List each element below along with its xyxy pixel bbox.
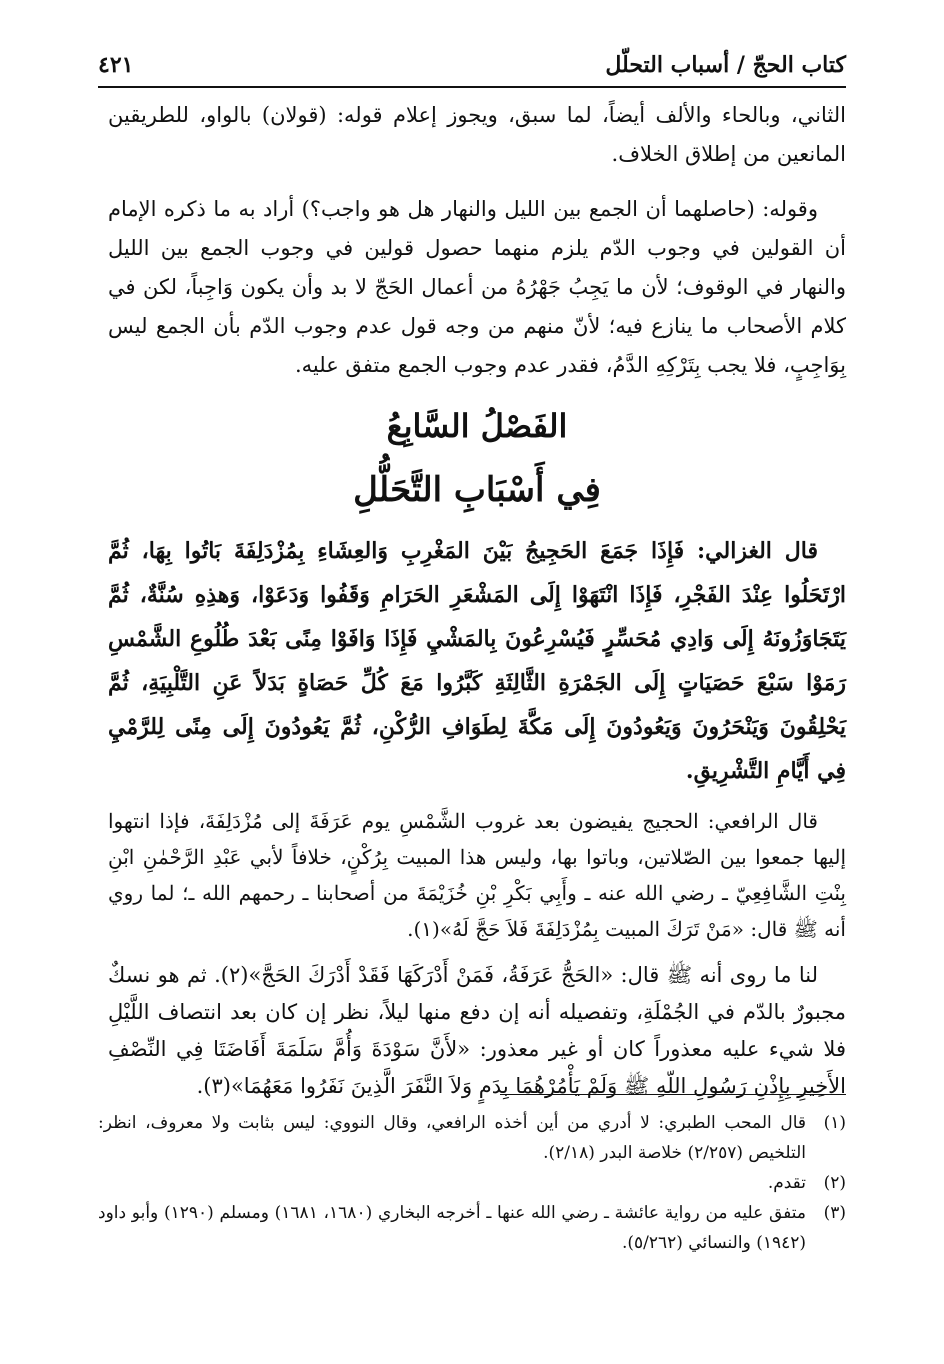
footnote	[98, 1168, 846, 1198]
footnote-rule	[500, 1094, 846, 1095]
footnote	[98, 1198, 846, 1258]
footnote-number: (٢)	[823, 1173, 846, 1193]
footnote-number: (١)	[823, 1113, 846, 1133]
paragraph-continuation: الثاني، وبالحاء والألف أيضاً، لما سبق، ويجوز إعلام قوله: (قولان) بالواو، للطريقين المانعين من إطلاق الخلاف.	[108, 103, 846, 166]
page-number: ٤٢١	[98, 52, 134, 78]
paragraph-commentary: وقوله: (حاصلهما أن الجمع بين الليل والنهار هل هو واجب؟) أراد به ما ذكره الإمام أن القولين في وجوب الدّم يلزم منهما حصول قولين في وجوب الجمع بين الليل والنهار في الوقوف؛ لأن ما يَجِبُ جَهْرُهُ من أعمال الحَجّ لا بد وأن يكون وَاجِباً، لكن في كلام الأصحاب ما ينازع فيه؛ لأنّ منهم من وجه قول عدم وجوب الدّم بأن الجمع ليس بِوَاجِبٍ، فلا يجب بِتَرْكِهِ الدَّمُ، فقدر عدم وجوب الجمع متفق عليه.	[108, 197, 846, 377]
header-rule	[98, 86, 846, 88]
footnotes	[98, 1108, 846, 1258]
footnote-text: متفق عليه من رواية عائشة ـ رضي الله عنها ـ أخرجه البخاري (١٦٨٠، ١٦٨١) ومسلم (١٢٩٠) وأبو داود (١٩٤٢) والنسائي (٥/٢٦٢).	[98, 1203, 806, 1253]
rafii-paragraph: قال الرافعي: الحجيج يفيضون بعد غروب الشَّمْسِ يوم عَرَفَةَ إلى مُزْدَلِفَةَ، فإذا انتهوا إليها جمعوا بين الصّلاتين، وباتوا بها، وليس هذا المبيت بِرُكْنٍ، خلافاً لأبي عَبْدِ الرَّحْمٰنِ ابْنِ بِنْتِ الشَّافِعِيّ ـ رضي الله عنه ـ وأَبِي بَكْرِ بْنِ خُزَيْمَةَ من أصحابنا ـ رحمهم الله ـ؛ لما روي أنه ﷺ قال: «مَنْ تَرَكَ المبيت بِمُزْدَلِفَةَ فَلاَ حَجَّ لَهُ»(١).	[108, 809, 846, 941]
argument-paragraph: لنا ما روى أنه ﷺ قال: «الحَجُّ عَرَفَةُ، فَمَنْ أَدْرَكَهَا فَقَدْ أَدْرَكَ الحَجَّ»(٢). ثم هو نسكٌ مجبورٌ بالدّم في الجُمْلَةِ، وتفصيله أنه إن دفع منها ليلاً، نظر إن كان بعد انتصاف اللَّيْلِ فلا شيء عليه معذوراً كان أو غير معذور: «لأَنَّ سَوْدَةَ وَأُمَّ سَلَمَةَ أَفَاضَتَا فِي النِّصْفِ الأَخِيرِ بِإِذْنِ رَسُولِ اللّهِ ﷺ وَلَمْ يَأْمُرْهُمَا بِدَمٍ وَلاَ النَّفَرَ الَّذِينَ نَفَرُوا مَعَهُمَا»(٣).	[108, 963, 847, 1098]
footnote	[98, 1108, 846, 1168]
footnote-text: قال المحب الطبري: لا أدري من أين أخذه الرافعي، وقال النووي: ليس بثابت ولا معروف، انظر: التلخيص (٢/٢٥٧) خلاصة البدر (٢/١٨).	[98, 1113, 806, 1163]
header-title: كتاب الحجّ / أسباب التحلّل	[605, 52, 846, 78]
footnote-number: (٣)	[823, 1203, 846, 1223]
footnote-text: تقدم.	[767, 1173, 806, 1193]
ghazali-quote: قال الغزالي: فَإِذَا جَمَعَ الحَجِيجُ بَيْنَ المَغْرِبِ وَالعِشَاءِ بِمُزْدَلِفَةَ بَاتُوا بِهَا، ثُمَّ ارْتَحَلُوا عِنْدَ الفَجْرِ، فَإِذَا انْتَهَوْا إِلَى المَشْعَرِ الحَرَامِ وَقَفُوا وَدَعَوْا، وَهذِهِ سُنَّةٌ، ثُمَّ يَتَجَاوَزُونَهُ إِلَى وَادِي مُحَسِّرٍ فَيُسْرِعُونَ بِالمَشْيِ فَإِذَا وَافَوْا مِنًى بَعْدَ طُلُوعِ الشَّمْسِ رَمَوْا سَبْعَ حَصَيَاتٍ إِلَى الجَمْرَةِ الثَّالِثَةِ كَبَّرُوا مَعَ كُلِّ حَصَاةٍ بَدَلاً عَنِ التَّلْبِيَةِ، ثُمَّ يَحْلِقُونَ وَيَنْحَرُونَ وَيَعُودُونَ إِلَى مَكَّةَ لِطَوَافِ الرُّكْنِ، ثُمَّ يَعُودُونَ إِلَى مِنًى لِلرَّمْيِ فِي أَيَّامِ التَّشْرِيقِ.	[108, 538, 846, 784]
chapter-subtitle: فِي أَسْبَابِ التَّحَلُّلِ	[353, 470, 601, 510]
chapter-title: الفَصْلُ السَّابِعُ	[386, 407, 568, 445]
running-header	[98, 38, 846, 78]
main-text	[108, 96, 846, 1105]
